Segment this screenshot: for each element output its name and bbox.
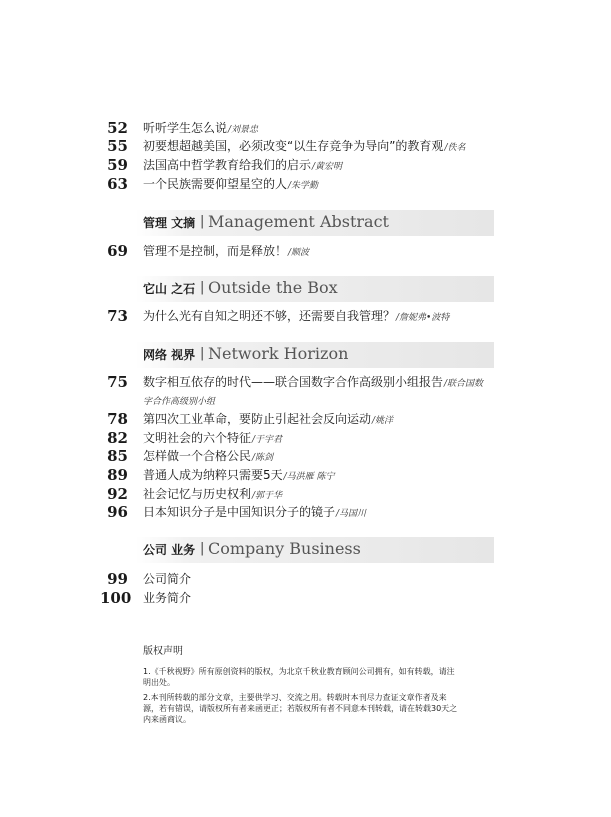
copyright-paragraph-line: 1.《千秋视野》所有原创资料的版权，为北京千秋业教育顾问公司拥有，如有转载，请注 [143, 667, 455, 676]
page-number: 78 [107, 410, 128, 428]
page-number: 89 [107, 466, 128, 484]
section-divider: | [200, 346, 205, 361]
copyright-title: 版权声明 [143, 646, 183, 657]
page-number: 92 [107, 485, 128, 503]
article-author: /郭于华 [252, 491, 283, 501]
article-title: 社会记忆与历史权利 [143, 487, 252, 501]
page-number: 100 [100, 589, 132, 607]
article-title: 怎样做一个合格公民 [143, 449, 252, 463]
article-author: /于宇君 [252, 435, 283, 445]
page-number: 59 [107, 156, 128, 174]
page-number: 82 [107, 429, 128, 447]
page-number: 99 [107, 570, 128, 588]
article-author: /朱学勤 [288, 181, 319, 191]
article-title: 法国高中哲学教育给我们的启示 [143, 158, 312, 172]
section-title-en: Company Business [208, 539, 361, 558]
page-number: 69 [107, 242, 128, 260]
article-title: 为什么光有自知之明还不够，还需要自我管理？ [143, 309, 396, 323]
section-divider: | [200, 280, 205, 295]
section-title-zh: 网络 视界 [143, 348, 196, 362]
article-title: 初要想超越美国，必须改变“以生存竞争为导向”的教育观 [143, 139, 444, 153]
section-header-management [136, 210, 494, 236]
article-title: 一个民族需要仰望星空的人 [143, 177, 288, 191]
section-title-zh: 管理 文摘 [143, 216, 196, 230]
article-author: /刘景忠 [228, 125, 259, 135]
article-author: /佚名 [444, 143, 466, 153]
section-title-zh: 公司 业务 [143, 543, 196, 557]
section-header-network-horizon [136, 342, 494, 368]
copyright-paragraph-line: 内来函商议。 [143, 715, 191, 724]
article-author: /马国川 [336, 509, 367, 519]
page-number: 73 [107, 307, 128, 325]
section-title-en: Management Abstract [208, 212, 389, 231]
article-title: 业务简介 [143, 591, 192, 605]
section-header-outside-the-box [136, 276, 494, 302]
page-number: 63 [107, 175, 128, 193]
article-title: 第四次工业革命，要防止引起社会反向运动 [143, 412, 372, 426]
article-author: /顺波 [288, 248, 310, 258]
copyright-paragraph-line: 2.本刊所转载的部分文章，主要供学习、交流之用。转载时本刊尽力查证文章作者及来 [143, 693, 447, 702]
page-number: 55 [107, 137, 128, 155]
section-divider: | [200, 541, 205, 556]
page-number: 75 [107, 373, 128, 391]
article-title: 公司简介 [143, 572, 192, 586]
article-author: /詹妮弗•波特 [396, 313, 450, 323]
article-title: 文明社会的六个特征 [143, 431, 252, 445]
article-title: 日本知识分子是中国知识分子的镜子 [143, 505, 336, 519]
article-title: 数字相互依存的时代——联合国数字合作高级别小组报告 [143, 375, 444, 389]
page-number: 52 [107, 119, 128, 137]
section-header-company-business [136, 537, 494, 563]
copyright-paragraph-line: 明出处。 [143, 678, 175, 687]
article-title: 普通人成为纳粹只需要5天 [143, 468, 283, 482]
article-author-continued: 字合作高级别小组 [143, 397, 216, 407]
article-author: /黄宏明 [312, 162, 343, 172]
section-title-en: Network Horizon [208, 344, 349, 363]
article-title: 管理不是控制，而是释放！ [143, 244, 288, 258]
article-author: /马洪雁 陈宁 [283, 472, 335, 482]
article-author: /联合国数 [444, 379, 484, 389]
page-number: 96 [107, 503, 128, 521]
page-number: 85 [107, 447, 128, 465]
section-divider: | [200, 214, 205, 229]
article-title: 听听学生怎么说 [143, 121, 228, 135]
section-title-en: Outside the Box [208, 278, 338, 297]
copyright-paragraph-line: 源，若有错误，请版权所有者来函更正；若版权所有者不同意本刊转载，请在转载30天之 [143, 704, 458, 713]
article-author: /陈剑 [252, 453, 274, 463]
section-title-zh: 它山 之石 [143, 282, 196, 296]
article-author: /姚洋 [372, 416, 394, 426]
